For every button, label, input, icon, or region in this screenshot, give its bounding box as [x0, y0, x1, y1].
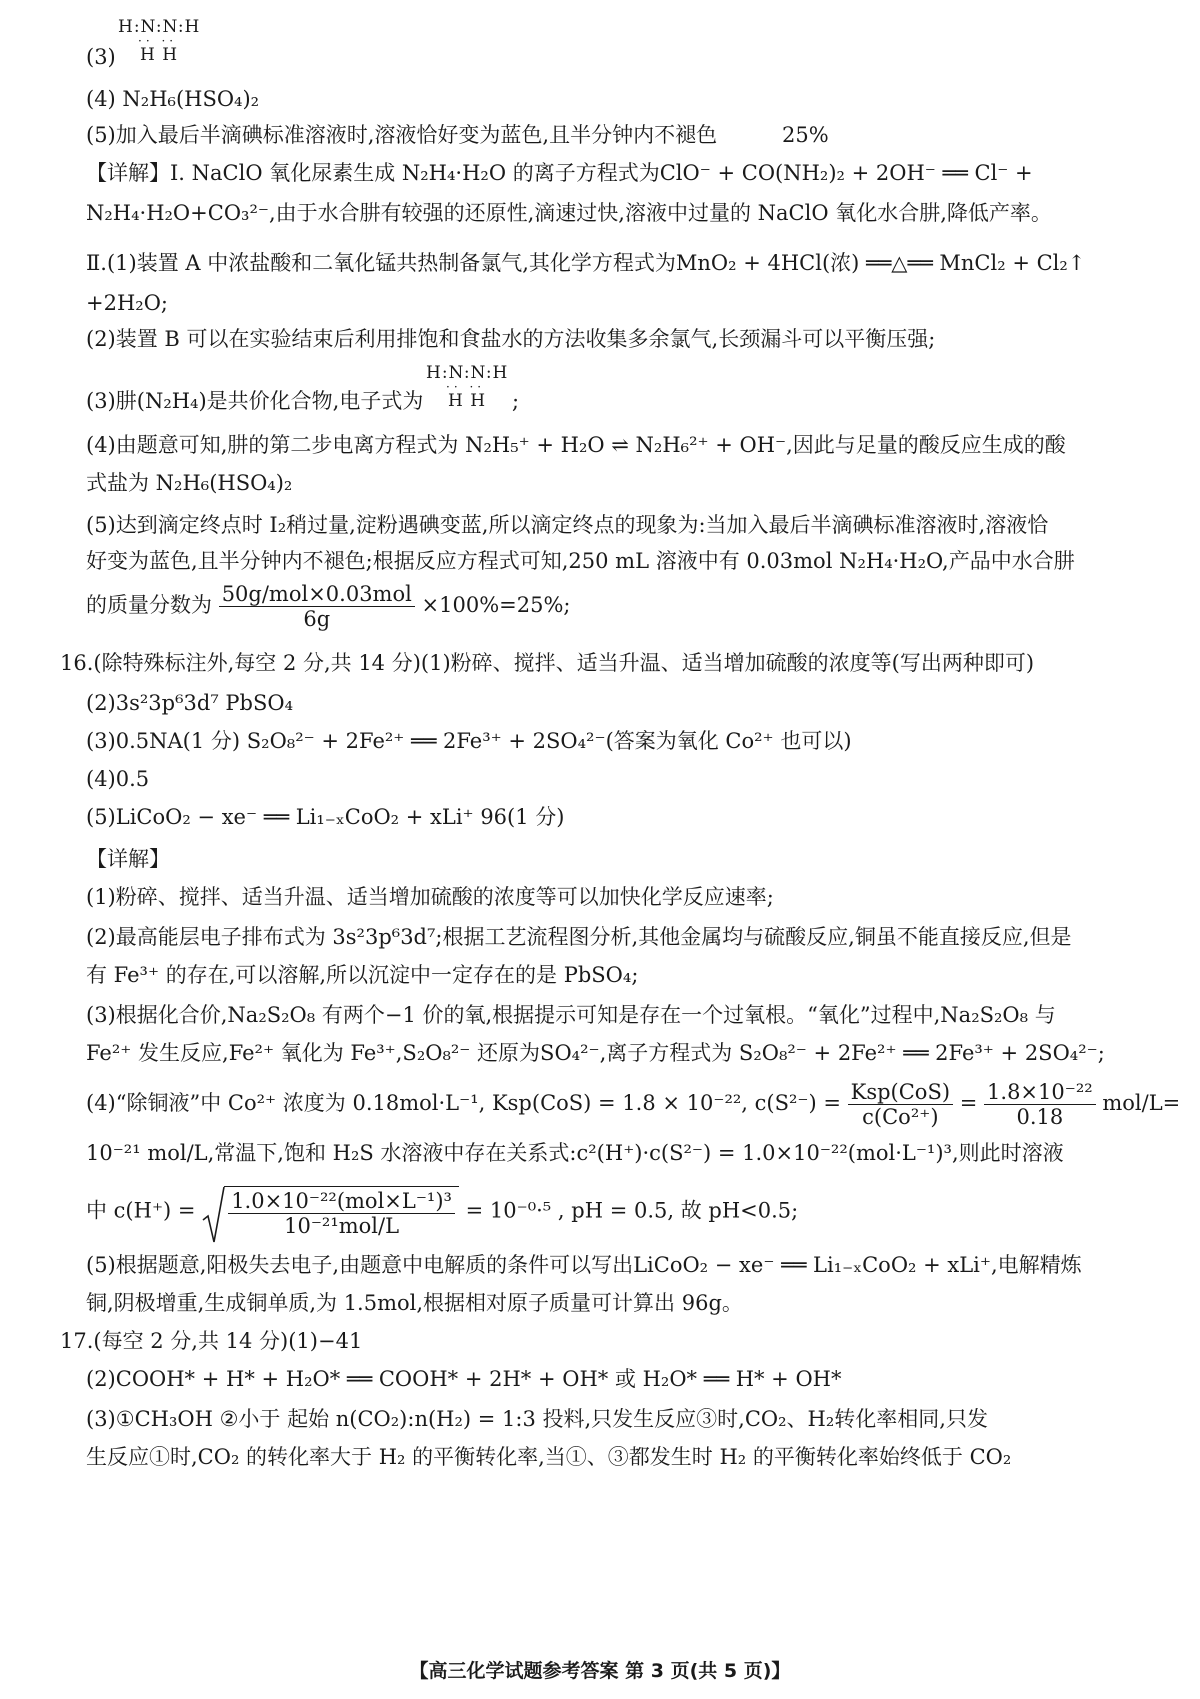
- detail-4: (3)肼(N₂H₄)是共价化合物,电子式为: [86, 389, 424, 413]
- ksp-denominator: c(Co²⁺): [862, 1105, 939, 1129]
- q16-detail-4a-post: mol/L=: [1102, 1091, 1181, 1115]
- detail-3: (2)装置 B 可以在实验结束后利用排饱和食盐水的方法收集多余氯气,长颈漏斗可以平衡压强;: [86, 327, 936, 351]
- lewis-top-row: H:N:N:H: [118, 17, 201, 37]
- value-fraction: [984, 1080, 1096, 1129]
- q16-detail-4b: 10⁻²¹ mol/L,常温下,饱和 H₂S 水溶液中存在关系式:c²(H⁺)·c(S²⁻) = 1.0×10⁻²²(mol·L⁻¹)³,则此时溶液: [86, 1141, 1064, 1165]
- lewis-inline-dots: ·· ··: [446, 380, 486, 394]
- q16-detail-2a: (2)最高能层电子排布式为 3s²3p⁶3d⁷;根据工艺流程图分析,其他金属均与硫酸反应,铜虽不能直接反应,但是: [86, 925, 1072, 949]
- detail-2b: +2H₂O;: [86, 291, 168, 315]
- q16-detail-5b: 铜,阴极增重,生成铜单质,为 1.5mol,根据相对原子质量可计算出 96g。: [86, 1291, 743, 1315]
- sqrt-sign: [202, 1186, 226, 1244]
- lewis-dots: ·· ··: [138, 34, 178, 48]
- q17-answer-3b: 生反应①时,CO₂ 的转化率大于 H₂ 的平衡转化率,当①、③都发生时 H₂ 的平衡转化率始终低于 CO₂: [86, 1445, 1012, 1469]
- sqrt-fraction: [228, 1189, 455, 1238]
- q16-answer-4: (4)0.5: [86, 767, 150, 791]
- detail-1a: 【详解】Ⅰ. NaClO 氧化尿素生成 N₂H₄·H₂O 的离子方程式为ClO⁻ + CO(NH₂)₂ + 2OH⁻ ══ Cl⁻ +: [86, 161, 1033, 185]
- detail-5a: (4)由题意可知,肼的第二步电离方程式为 N₂H₅⁺ + H₂O ⇌ N₂H₆²⁺ + OH⁻,因此与足量的酸反应生成的酸: [86, 433, 1066, 457]
- q17-header: 17.(每空 2 分,共 14 分)(1)−41: [60, 1329, 363, 1353]
- detail-2a: Ⅱ.(1)装置 A 中浓盐酸和二氧化锰共热制备氯气,其化学方程式为MnO₂ + 4HCl(浓) ══△══ MnCl₂ + Cl₂↑: [86, 251, 1086, 275]
- q16-detail-3a: (3)根据化合价,Na₂S₂O₈ 有两个−1 价的氧,根据提示可知是存在一个过氧根。“氧化”过程中,Na₂S₂O₈ 与: [86, 1003, 1056, 1027]
- detail-6a: (5)达到滴定终点时 I₂稍过量,淀粉遇碘变蓝,所以滴定终点的现象为:当加入最后半滴碘标准溶液时,溶液恰: [86, 513, 1049, 537]
- detail-6c: [86, 582, 571, 631]
- q16-detail-2b: 有 Fe³⁺ 的存在,可以溶解,所以沉淀中一定存在的是 PbSO₄;: [86, 963, 639, 987]
- q16-detail-4a-pre: (4)“除铜液”中 Co²⁺ 浓度为 0.18mol·L⁻¹, Ksp(CoS) = 1.8 × 10⁻²², c(S²⁻) =: [86, 1091, 841, 1115]
- lewis-bottom-row: H H: [140, 45, 179, 65]
- q16-detail-header: 【详解】: [86, 847, 170, 871]
- q16-answer-3: (3)0.5NA(1 分) S₂O₈²⁻ + 2Fe²⁺ ══ 2Fe³⁺ + 2SO₄²⁻(答案为氧化 Co²⁺ 也可以): [86, 729, 852, 753]
- detail-6c-post: ×100%=25%;: [421, 593, 571, 617]
- q16-detail-4c-post: = 10⁻⁰·⁵ , pH = 0.5, 故 pH<0.5;: [465, 1198, 799, 1223]
- ksp-fraction: [848, 1080, 953, 1129]
- q16-header: 16.(除特殊标注外,每空 2 分,共 14 分)(1)粉碎、搅拌、适当升温、适当增加硫酸的浓度等(写出两种即可): [60, 651, 1035, 675]
- q16-answer-5: (5)LiCoO₂ − xe⁻ ══ Li₁₋ₓCoO₂ + xLi⁺ 96(1 分): [86, 805, 565, 829]
- detail-5b: 式盐为 N₂H₆(HSO₄)₂: [86, 471, 293, 495]
- q16-answer-2: (2)3s²3p⁶3d⁷ PbSO₄: [86, 691, 294, 715]
- q5-answer: (5)加入最后半滴碘标准溶液时,溶液恰好变为蓝色,且半分钟内不褪色: [86, 123, 718, 147]
- q16-detail-4c-pre: 中 c(H⁺) =: [86, 1198, 196, 1223]
- q16-detail-5a: (5)根据题意,阳极失去电子,由题意中电解质的条件可以写出LiCoO₂ − xe⁻ ══ Li₁₋ₓCoO₂ + xLi⁺,电解精炼: [86, 1253, 1082, 1277]
- value-numerator: 1.8×10⁻²²: [984, 1080, 1096, 1105]
- q16-detail-4a-eq: =: [959, 1091, 978, 1115]
- hydrazine-lewis-structure-top: [118, 18, 200, 64]
- value-denominator: 0.18: [1016, 1105, 1064, 1129]
- detail-4-semicolon: ;: [512, 389, 520, 413]
- q5-value: 25%: [782, 123, 829, 147]
- detail-1b: N₂H₄·H₂O+CO₃²⁻,由于水合肼有较强的还原性,滴速过快,溶液中过量的 NaClO 氧化水合肼,降低产率。: [86, 201, 1052, 225]
- q16-detail-3b: Fe²⁺ 发生反应,Fe²⁺ 氧化为 Fe³⁺,S₂O₈²⁻ 还原为SO₄²⁻,离子方程式为 S₂O₈²⁻ + 2Fe²⁺ ══ 2Fe³⁺ + 2SO₄²⁻;: [86, 1041, 1105, 1065]
- q17-answer-3a: (3)①CH₃OH ②小于 起始 n(CO₂):n(H₂) = 1:3 投料,只发生反应③时,CO₂、H₂转化率相同,只发: [86, 1407, 988, 1431]
- lewis-inline-bottom-row: H H: [448, 391, 487, 411]
- q3-label: (3): [86, 45, 116, 69]
- mass-fraction: [219, 582, 415, 631]
- q16-detail-4a: [86, 1080, 1180, 1129]
- page-footer: 【高三化学试题参考答案 第 3 页(共 5 页)】: [409, 1660, 791, 1682]
- hydrazine-lewis-structure-inline: [426, 364, 508, 410]
- lewis-inline-top-row: H:N:N:H: [426, 363, 509, 383]
- q16-detail-1: (1)粉碎、搅拌、适当升温、适当增加硫酸的浓度等可以加快化学反应速率;: [86, 885, 774, 909]
- q16-detail-4c: [86, 1186, 798, 1238]
- q4-answer: (4) N₂H₆(HSO₄)₂: [86, 87, 260, 111]
- mass-fraction-denominator: 6g: [303, 607, 331, 631]
- sqrt-numerator: 1.0×10⁻²²(mol×L⁻¹)³: [228, 1189, 455, 1214]
- ksp-numerator: Ksp(CoS): [848, 1080, 953, 1105]
- sqrt-expression: [202, 1186, 459, 1238]
- detail-6c-pre: 的质量分数为: [86, 593, 212, 617]
- detail-6b: 好变为蓝色,且半分钟内不褪色;根据反应方程式可知,250 mL 溶液中有 0.03mol N₂H₄·H₂O,产品中水合肼: [86, 549, 1075, 573]
- mass-fraction-numerator: 50g/mol×0.03mol: [219, 582, 415, 607]
- q17-answer-2: (2)COOH* + H* + H₂O* ══ COOH* + 2H* + OH* 或 H₂O* ══ H* + OH*: [86, 1367, 842, 1391]
- sqrt-denominator: 10⁻²¹mol/L: [284, 1214, 400, 1238]
